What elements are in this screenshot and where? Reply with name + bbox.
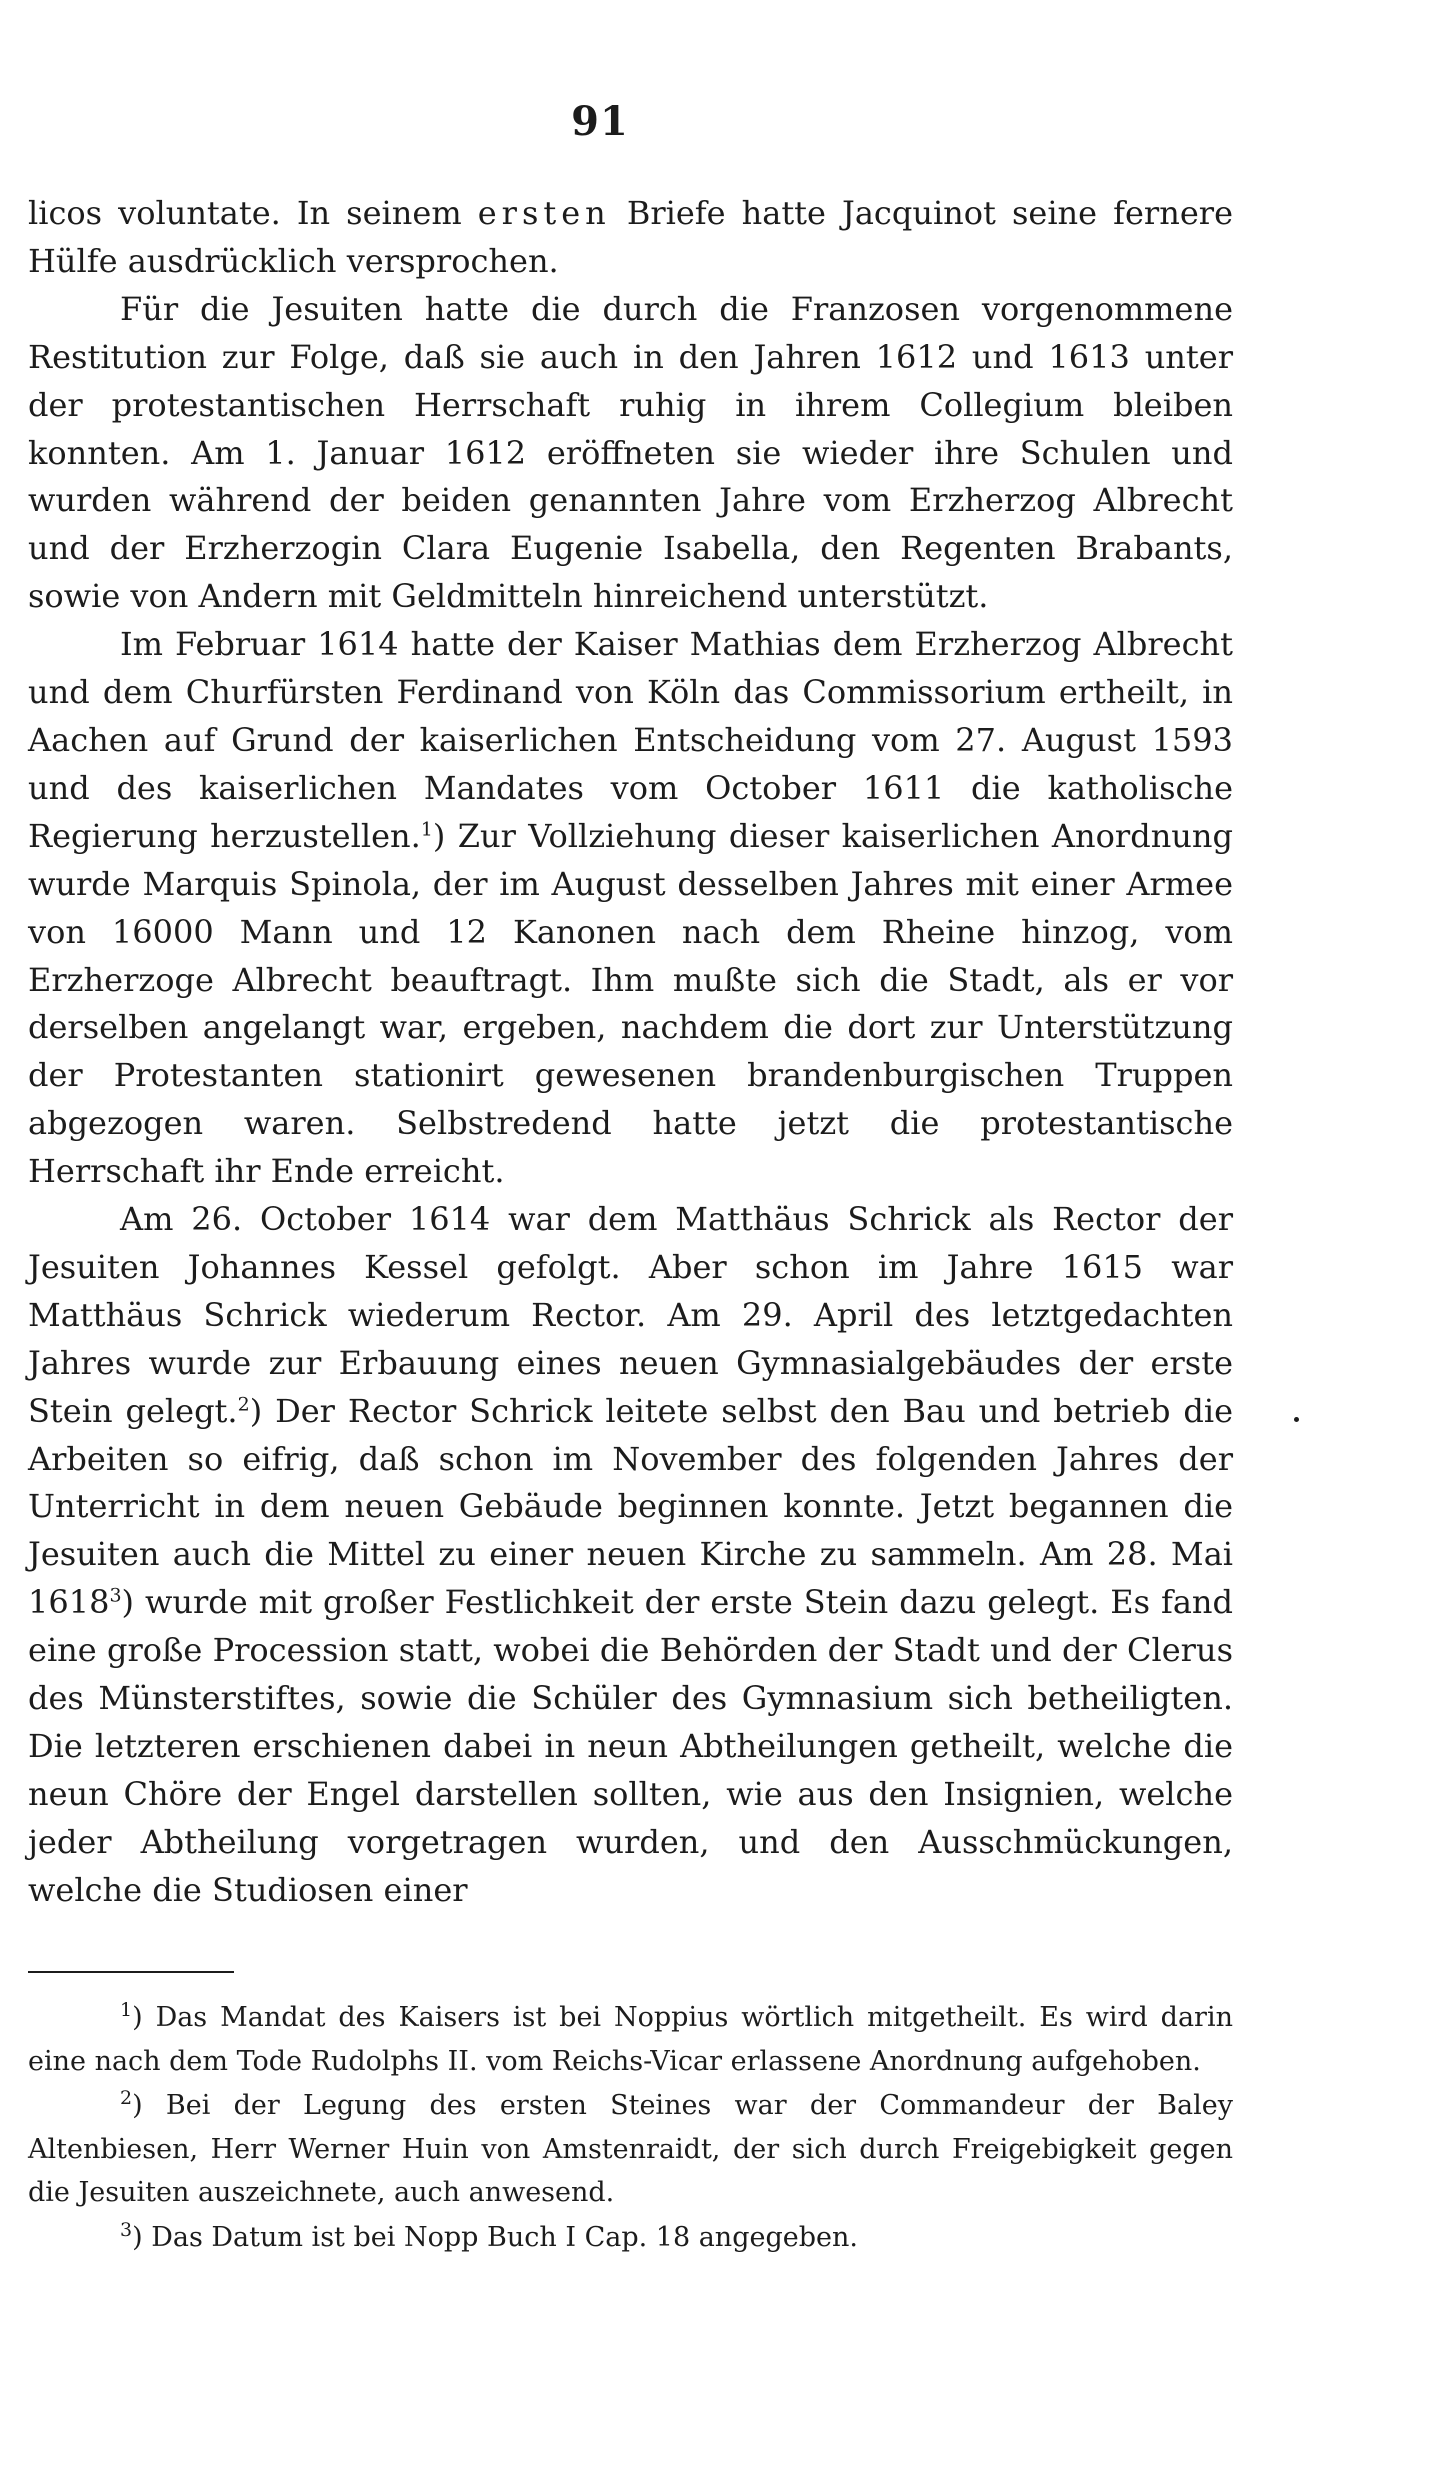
paragraph [28,286,1233,621]
footnote-reference: 1 [420,818,433,841]
main-text [28,190,1233,1915]
paragraph [28,1196,1233,1915]
footnote-reference: 3 [109,1584,122,1607]
text-segment: ) wurde mit großer Festlichkeit der erste Stein dazu gelegt. Es fand eine große Procession statt, wobei die Behörden der Stadt und der Clerus des Münsterstiftes, sowie die Schüler des Gymnasium sich betheiligten. Die letzteren erschienen dabei in neun Abtheilungen getheilt, welche die neun Chöre der Engel darstellen sollten, wie aus den Insignien, welche jeder Abtheilung vorgetragen wurden, und den Ausschmückungen, welche die Studiosen einer [28,1583,1233,1909]
footnote-text: ) Das Mandat des Kaisers ist bei Noppius wörtlich mitgetheilt. Es wird darin eine nach dem Tode Rudolphs II. vom Reichs-Vicar erlassene Anordnung aufgehoben. [28,2002,1233,2077]
text-segment: Briefe hatte Jacquinot seine fernere Hülfe ausdrücklich versprochen. [28,194,1233,280]
emphasized-word: ersten [477,194,611,232]
text-segment: Für die Jesuiten hatte die durch die Franzosen vorgenommene Restitution zur Folge, daß sie auch in den Jahren 1612 und 1613 unter der protestantischen Herrschaft ruhig in ihrem Collegium bleiben konnten. Am 1. Januar 1612 eröffneten sie wieder ihre Schulen und wurden während der beiden genannten Jahre vom Erzherzog Albrecht und der Erzherzogin Clara Eugenie Isabella, den Regenten Brabants, sowie von Andern mit Geldmitteln hinreichend unterstützt. [28,289,1233,616]
footnote [28,1996,1233,2083]
footnote-mark: 1 [120,1999,133,2021]
footnote-mark: 3 [120,2218,133,2241]
footnotes [28,1996,1233,2260]
paragraph [28,621,1233,1196]
print-speck [1294,1417,1299,1422]
footnote-reference: 2 [237,1393,250,1415]
text-segment: ) Zur Vollziehung dieser kaiserlichen Anordnung wurde Marquis Spinola, der im August desselben Jahres mit einer Armee von 16000 Mann und 12 Kanonen nach dem Rheine hinzog, vom Erzherzoge Albrecht beauftragt. Ihm mußte sich die Stadt, als er vor derselben angelangt war, ergeben, nachdem die dort zur Unterstützung der Protestanten stationirt gewesenen brandenburgischen Truppen abgezogen waren. Selbstredend hatte jetzt die protestantische Herrschaft ihr Ende erreicht. [28,816,1234,1191]
text-segment: Im Februar 1614 hatte der Kaiser Mathias dem Erzherzog Albrecht und dem Churfürsten Ferdinand von Köln das Commissorium ertheilt, in Aachen auf Grund der kaiserlichen Entscheidung vom 27. August 1593 und des kaiserlichen Mandates vom October 1611 die katholische Regierung herzustellen. [28,625,1233,855]
paragraph [28,190,1233,286]
footnote-separator [28,1971,234,1973]
footnote-text: ) Bei der Legung des ersten Steines war der Commandeur der Baley Altenbiesen, Herr Werner Huin von Amstenraidt, der sich durch Freigebigkeit gegen die Jesuiten auszeichnete, auch anwesend. [28,2090,1233,2208]
footnote [28,2216,1233,2260]
footnote-text: ) Das Datum ist bei Nopp Buch I Cap. 18 angegeben. [132,2221,858,2253]
page-number: 91 [571,98,629,145]
text-segment: Am 26. October 1614 war dem Matthäus Schrick als Rector der Jesuiten Johannes Kessel gefolgt. Aber schon im Jahre 1615 war Matthäus Schrick wiederum Rector. Am 29. April des letztgedachten Jahres wurde zur Erbauung eines neuen Gymnasialgebäudes der erste Stein gelegt. [28,1200,1233,1430]
text-segment: ) Der Rector Schrick leitete selbst den Bau und betrieb die Arbeiten so eifrig, daß schon im November des folgenden Jahres der Unterricht in dem neuen Gebäude beginnen konnte. Jetzt begannen die Jesuiten auch die Mittel zu einer neuen Kirche zu sammeln. Am 28. Mai 1618 [28,1391,1234,1622]
footnote-mark: 2 [120,2087,133,2109]
text-segment: licos voluntate. In seinem [28,194,478,232]
footnote [28,2084,1233,2215]
